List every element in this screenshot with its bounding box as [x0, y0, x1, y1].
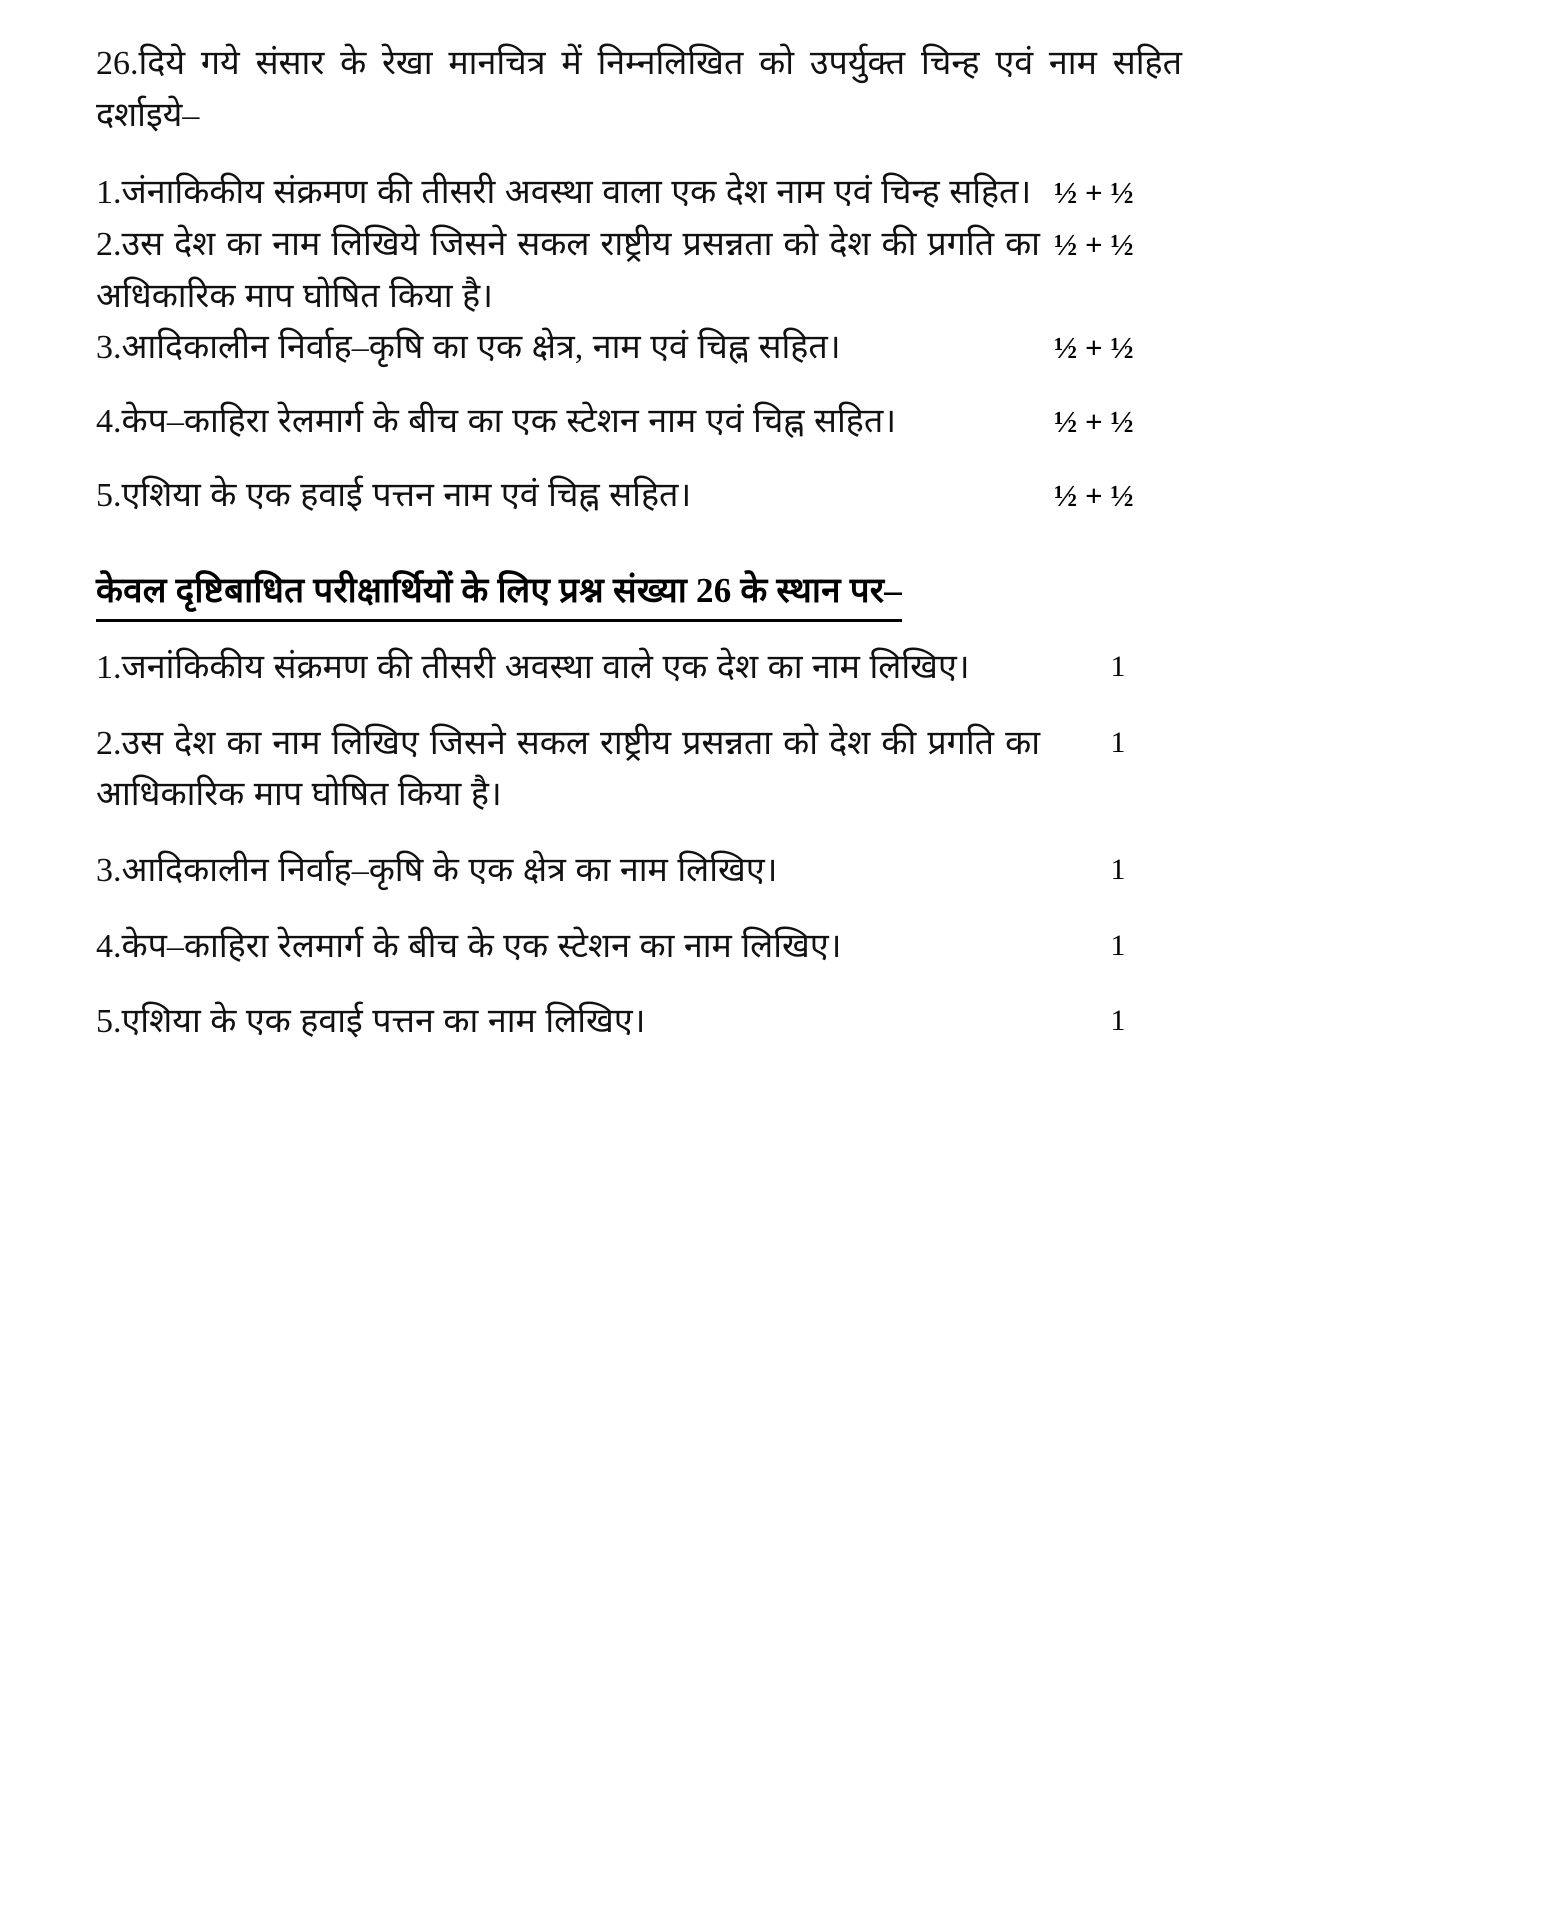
vi-question-3-marks: 1	[1110, 852, 1126, 886]
question-26-subitem-3-marks: ½ + ½	[1054, 330, 1134, 366]
vi-question-1-marks: 1	[1110, 649, 1126, 683]
question-26-subitem-5-marks: ½ + ½	[1054, 477, 1134, 513]
vi-question-2-text: 2.उस देश का नाम लिखिए जिसने सकल राष्ट्रीय प्रसन्नता को देश की प्रगति का आधिकारिक माप घोषित किया है।	[96, 724, 1040, 814]
vi-question-1	[96, 642, 1182, 694]
vi-question-5-marks: 1	[1110, 1004, 1126, 1038]
question-26-stem-text: 26.दिये गये संसार के रेखा मानचित्र में निम्नलिखित को उपर्युक्त चिन्ह एवं नाम सहित दर्शाइये–	[96, 45, 1182, 134]
vi-question-3-text: 3.आदिकालीन निर्वाह–कृषि के एक क्षेत्र का नाम लिखिए।	[96, 851, 778, 889]
vi-question-2-marks: 1	[1110, 725, 1126, 759]
question-26-subitem-4-text: 4.केप–काहिरा रेलमार्ग के बीच का एक स्टेशन नाम एवं चिह्न सहित।	[96, 403, 897, 441]
question-26-stem	[96, 38, 1182, 141]
vi-question-2	[96, 718, 1182, 821]
vi-question-1-text: 1.जनांकिकीय संक्रमण की तीसरी अवस्था वाले एक देश का नाम लिखिए।	[96, 648, 970, 686]
question-26-subitem-2-marks: ½ + ½	[1054, 227, 1134, 263]
visually-impaired-heading: केवल दृष्टिबाधित परीक्षार्थियों के लिए प्रश्न संख्या 26 के स्थान पर–	[96, 565, 902, 622]
vi-question-4	[96, 921, 1182, 973]
question-26-subitem-1-marks: ½ + ½	[1054, 175, 1134, 211]
question-26-subitem-3	[96, 322, 1182, 374]
vi-question-4-marks: 1	[1110, 928, 1126, 962]
vi-question-5-text: 5.एशिया के एक हवाई पत्तन का नाम लिखिए।	[96, 1003, 646, 1041]
question-26-subitems	[96, 167, 1182, 521]
vi-question-3	[96, 845, 1182, 897]
page-content	[96, 38, 1182, 1048]
question-26-subitem-3-text: 3.आदिकालीन निर्वाह–कृषि का एक क्षेत्र, नाम एवं चिह्न सहित।	[96, 329, 841, 367]
question-26-subitem-4-marks: ½ + ½	[1054, 404, 1134, 440]
question-26-subitem-1	[96, 167, 1182, 219]
visually-impaired-questions	[96, 642, 1182, 1048]
question-26-subitem-5-text: 5.एशिया के एक हवाई पत्तन नाम एवं चिह्न सहित।	[96, 476, 692, 514]
vi-question-4-text: 4.केप–काहिरा रेलमार्ग के बीच के एक स्टेशन का नाम लिखिए।	[96, 927, 842, 965]
question-26-subitem-1-text: 1.जंनाकिकीय संक्रमण की तीसरी अवस्था वाला एक देश नाम एवं चिन्ह सहित।	[96, 174, 1032, 212]
question-26-subitem-2	[96, 219, 1182, 322]
vi-question-5	[96, 996, 1182, 1048]
question-26-subitem-2-text: 2.उस देश का नाम लिखिये जिसने सकल राष्ट्रीय प्रसन्नता को देश की प्रगति का अधिकारिक माप घोषित किया है।	[96, 226, 1040, 315]
visually-impaired-heading-wrap	[96, 539, 1182, 642]
question-26-subitem-4	[96, 396, 1182, 448]
question-26-subitem-5	[96, 470, 1182, 522]
